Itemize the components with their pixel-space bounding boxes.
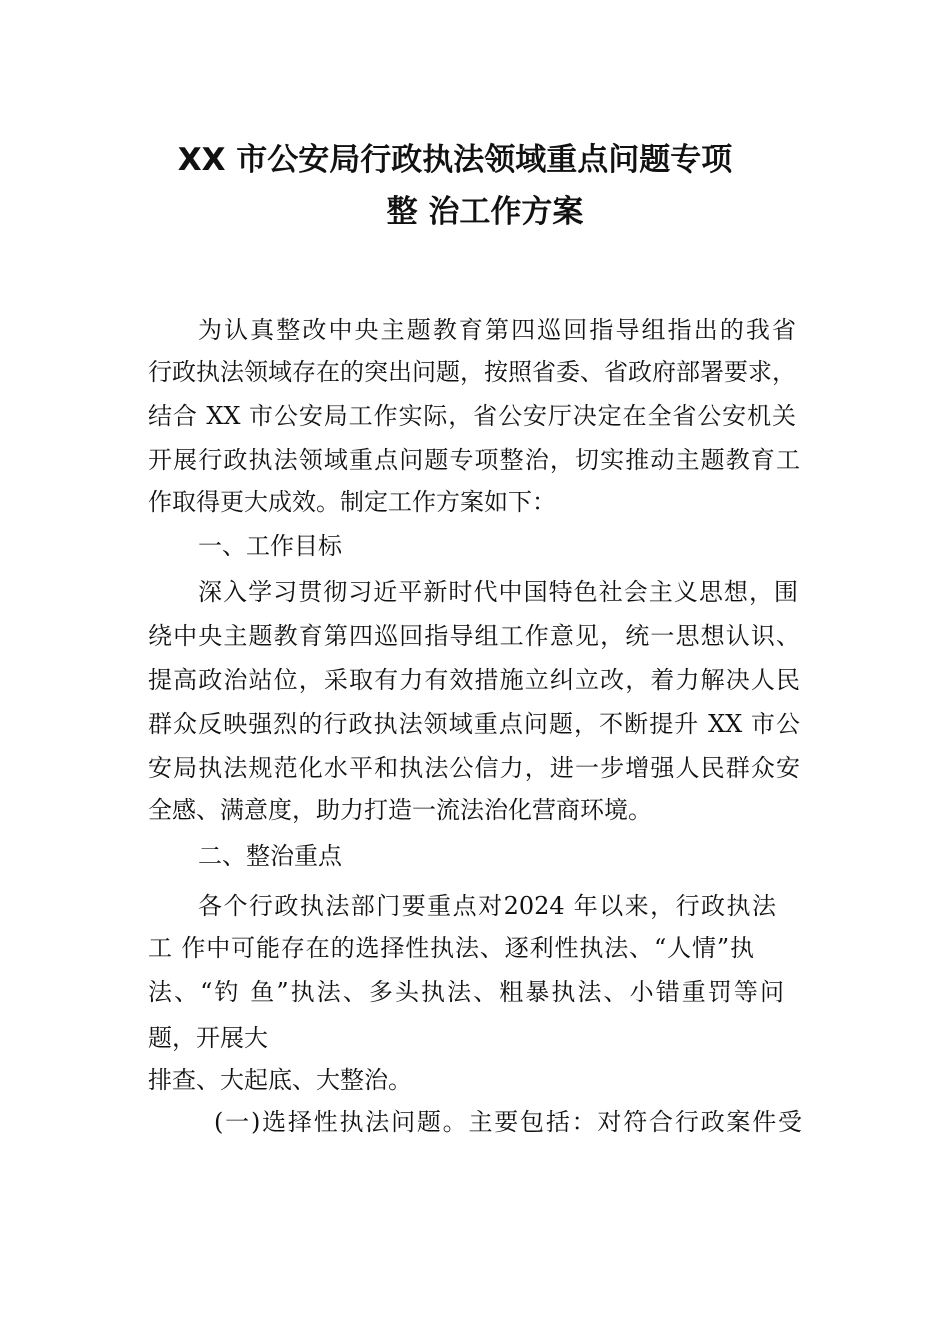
paragraph-goal-line-3: 提高政治站位，采取有力有效措施立纠立改，着力解决人民 bbox=[148, 666, 800, 694]
paragraph-focus-line-4: 题，开展大 bbox=[148, 1024, 268, 1052]
paragraph-goal-line-1: 深入学习贯彻习近平新时代中国特色社会主义思想，围 bbox=[198, 578, 798, 606]
paragraph-intro-line-3: 结合 XX 市公安局工作实际，省公安厅决定在全省公安机关 bbox=[148, 402, 796, 430]
paragraph-focus-line-5: 排查、大起底、大整治。 bbox=[148, 1066, 412, 1094]
subsection-heading-1: (一)选择性执法问题。主要包括：对符合行政案件受 bbox=[214, 1108, 802, 1136]
paragraph-focus-line-2: 工 作中可能存在的选择性执法、逐利性执法、“人情”执 bbox=[148, 934, 754, 962]
document-title-line-2: 整 治工作方案 bbox=[386, 194, 584, 230]
paragraph-goal-line-6: 全感、满意度，助力打造一流法治化营商环境。 bbox=[148, 796, 652, 824]
section-heading-2: 二、整治重点 bbox=[198, 842, 342, 870]
section-heading-1: 一、工作目标 bbox=[198, 532, 342, 560]
paragraph-goal-line-2: 绕中央主题教育第四巡回指导组工作意见，统一思想认识、 bbox=[148, 622, 800, 650]
paragraph-focus-line-1: 各个行政执法部门要重点对2024 年以来，行政执法 bbox=[198, 892, 776, 920]
paragraph-focus-line-3: 法、“钓 鱼”执法、多头执法、粗暴执法、小错重罚等问 bbox=[148, 978, 784, 1006]
paragraph-intro-line-1: 为认真整改中央主题教育第四巡回指导组指出的我省 bbox=[198, 316, 796, 344]
paragraph-intro-line-2: 行政执法领域存在的突出问题，按照省委、省政府部署要求， bbox=[148, 358, 796, 386]
paragraph-intro-line-5: 作取得更大成效。制定工作方案如下： bbox=[148, 488, 556, 516]
document-title-line-1: XX 市公安局行政执法领域重点问题专项 bbox=[177, 142, 733, 178]
paragraph-goal-line-4: 群众反映强烈的行政执法领域重点问题，不断提升 XX 市公 bbox=[148, 710, 800, 738]
paragraph-intro-line-4: 开展行政执法领域重点问题专项整治，切实推动主题教育工 bbox=[148, 446, 800, 474]
paragraph-goal-line-5: 安局执法规范化水平和执法公信力，进一步增强人民群众安 bbox=[148, 754, 800, 782]
